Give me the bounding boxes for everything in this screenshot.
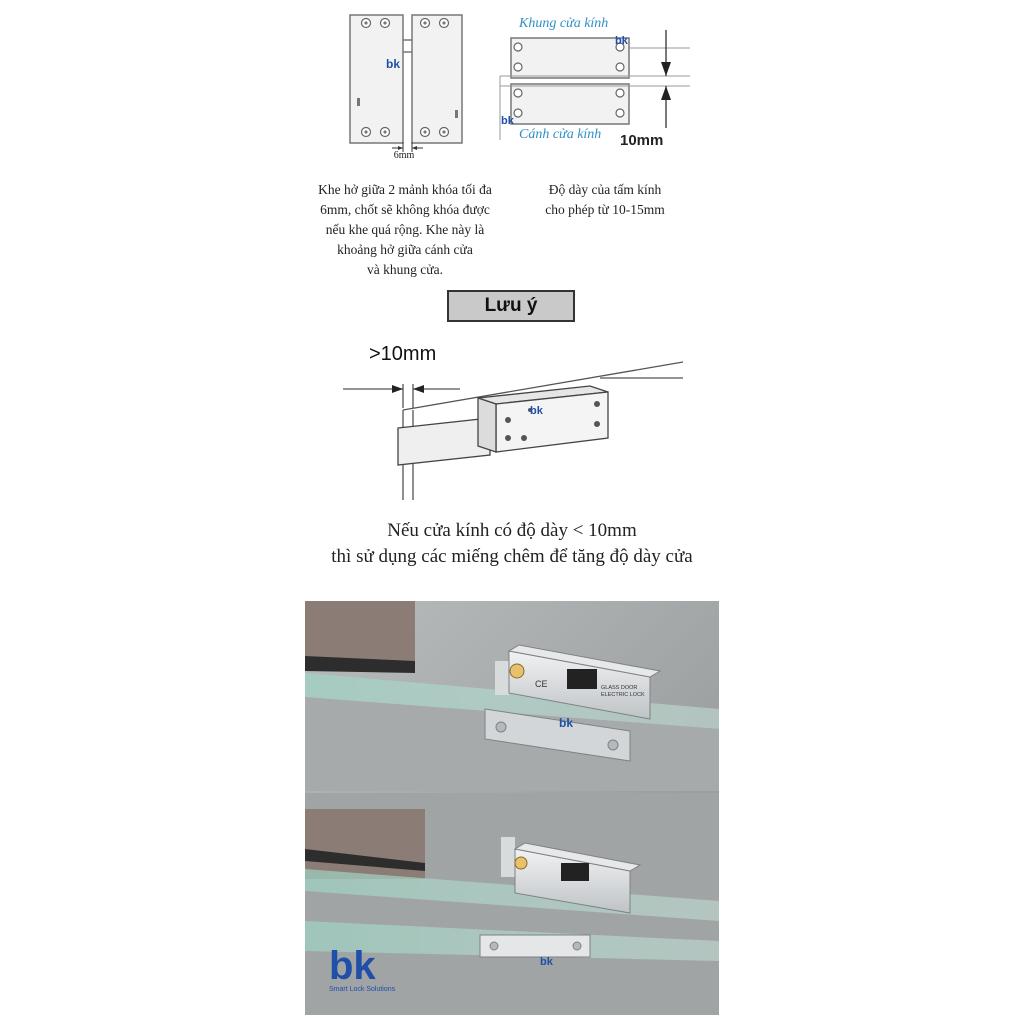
dimension-label: >10mm: [369, 343, 437, 365]
caption-line: Độ dày của tấm kính: [548, 182, 662, 197]
svg-text:bk: bk: [540, 956, 553, 968]
caption-line: Khe hở giữa 2 mảnh khóa tối đa: [318, 182, 492, 197]
frame-label: Khung cửa kính: [519, 16, 609, 31]
door-label: Cánh cửa kính: [519, 127, 602, 142]
svg-text:bk: bk: [501, 115, 514, 127]
svg-text:bk: bk: [530, 405, 543, 417]
caption-line: và khung cửa.: [367, 262, 443, 277]
svg-text:bk: bk: [386, 57, 401, 71]
brand-tagline: Smart Lock Solutions: [329, 986, 396, 993]
lock-text-line: ELECTRIC LOCK: [601, 692, 645, 698]
thickness-label: 10mm: [620, 132, 664, 149]
caption-line: Nếu cửa kính có độ dày < 10mm: [387, 520, 637, 541]
caption-line: khoảng hở giữa cánh cửa: [337, 242, 473, 257]
ce-mark: CE: [535, 679, 548, 689]
caption-line: nếu khe quá rộng. Khe này là: [325, 222, 485, 237]
gap-label: 6mm: [393, 150, 415, 161]
product-photo: [305, 601, 719, 1015]
svg-text:bk: bk: [559, 716, 574, 730]
shim-caption: [300, 518, 724, 570]
caption-line: thì sử dụng các miếng chêm để tăng độ dày cửa: [331, 546, 693, 567]
lock-text-line: GLASS DOOR: [601, 685, 638, 691]
svg-text:bk: bk: [615, 35, 628, 47]
caption-line: 6mm, chốt sẽ không khóa được: [320, 202, 490, 217]
note-title: Lưu ý: [447, 290, 575, 322]
caption-line: cho phép từ 10-15mm: [545, 202, 665, 217]
brand-logo: bk: [329, 944, 376, 988]
